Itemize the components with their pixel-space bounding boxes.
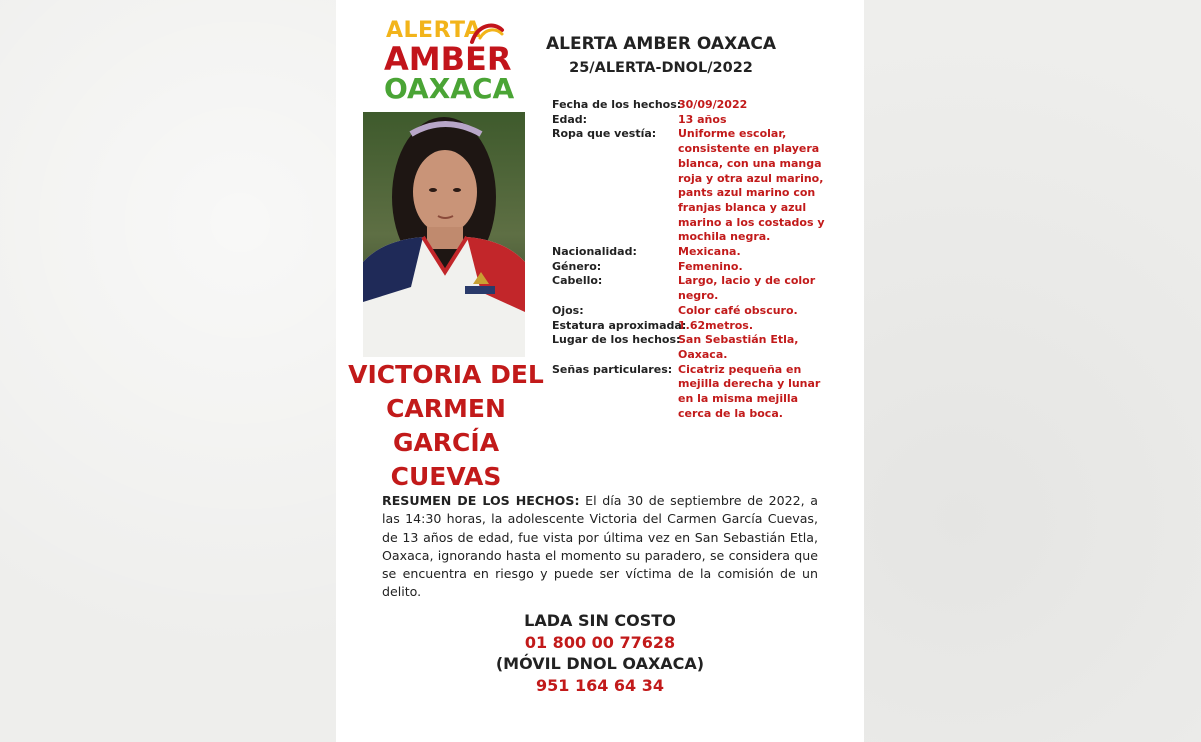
logo-swoosh-icon: [468, 20, 506, 48]
missing-person-photo: [363, 112, 525, 357]
summary-paragraph: [382, 492, 818, 602]
fact-label: Señas particulares:: [552, 362, 673, 376]
facts-list: [552, 98, 852, 421]
alert-title: ALERTA AMBER OAXACA: [546, 34, 776, 54]
fact-location: [552, 333, 852, 362]
fact-value: 1.62metros.: [678, 318, 754, 332]
alert-poster: [336, 0, 864, 742]
fact-label: Género:: [552, 259, 602, 273]
fact-value: Femenino.: [678, 259, 743, 273]
fact-date: [552, 98, 852, 113]
fact-label: Nacionalidad:: [552, 245, 637, 259]
person-name-line-3: CUEVAS: [390, 462, 502, 491]
contact-mobile-number[interactable]: 951 164 64 34: [535, 675, 665, 695]
fact-hair: [552, 274, 852, 303]
fact-value: Uniforme escolar, consistente en playera blanca, con una manga roja y otra azul marino, pants azul marino con franjas blanca y azul marino a los costados y mochila negra.: [678, 127, 825, 244]
alerta-amber-logo: [382, 18, 515, 105]
alert-header: [541, 34, 781, 76]
fact-marks: [552, 363, 852, 422]
fact-height: [552, 319, 852, 334]
fact-label: Ropa que vestía:: [552, 127, 657, 141]
fact-label: Ojos:: [552, 303, 584, 317]
person-name: [336, 358, 556, 494]
contact-toll-free-number[interactable]: 01 800 00 77628: [524, 632, 676, 652]
logo-line-amber: AMBER: [384, 40, 512, 78]
fact-value: Color café obscuro.: [678, 303, 798, 317]
fact-label: Estatura aproximada:: [552, 318, 687, 332]
contact-block: [336, 610, 864, 696]
fact-nationality: [552, 245, 852, 260]
fact-age: [552, 113, 852, 128]
fact-label: Cabello:: [552, 274, 603, 288]
fact-gender: [552, 260, 852, 275]
contact-toll-free-label: LADA SIN COSTO: [524, 611, 676, 630]
fact-eyes: [552, 304, 852, 319]
contact-mobile-label: (MÓVIL DNOL OAXACA): [495, 654, 705, 673]
summary-text: El día 30 de septiembre de 2022, a las 14:30 horas, la adolescente Victoria del Carmen García Cuevas, de 13 años de edad, fue vista por última vez en San Sebastián Etla, Oaxaca, ignorando hasta el momento su paradero, se considera que se encuentra en riesgo y puede ser víctima de la comisión de un delito.: [382, 493, 818, 600]
fact-value: Mexicana.: [678, 245, 741, 259]
logo-line-oaxaca: OAXACA: [384, 72, 515, 105]
fact-clothing: [552, 127, 852, 245]
logo-line-alerta: ALERTA: [386, 18, 482, 43]
fact-value: 30/09/2022: [678, 98, 748, 111]
fact-label: Lugar de los hechos:: [552, 333, 681, 347]
fact-label: Edad:: [552, 112, 588, 126]
person-name-line-2: CARMEN GARCÍA: [386, 394, 506, 457]
fact-label: Fecha de los hechos:: [552, 98, 682, 111]
summary-label: RESUMEN DE LOS HECHOS:: [382, 493, 580, 508]
alert-code: 25/ALERTA-DNOL/2022: [569, 60, 753, 76]
fact-value: San Sebastián Etla, Oaxaca.: [678, 333, 799, 361]
fact-value: 13 años: [678, 112, 727, 126]
person-name-line-1: VICTORIA DEL: [348, 360, 544, 389]
fact-value: Largo, lacio y de color negro.: [678, 274, 816, 303]
fact-value: Cicatriz pequeña en mejilla derecha y lunar en la misma mejilla cerca de la boca.: [678, 362, 821, 420]
